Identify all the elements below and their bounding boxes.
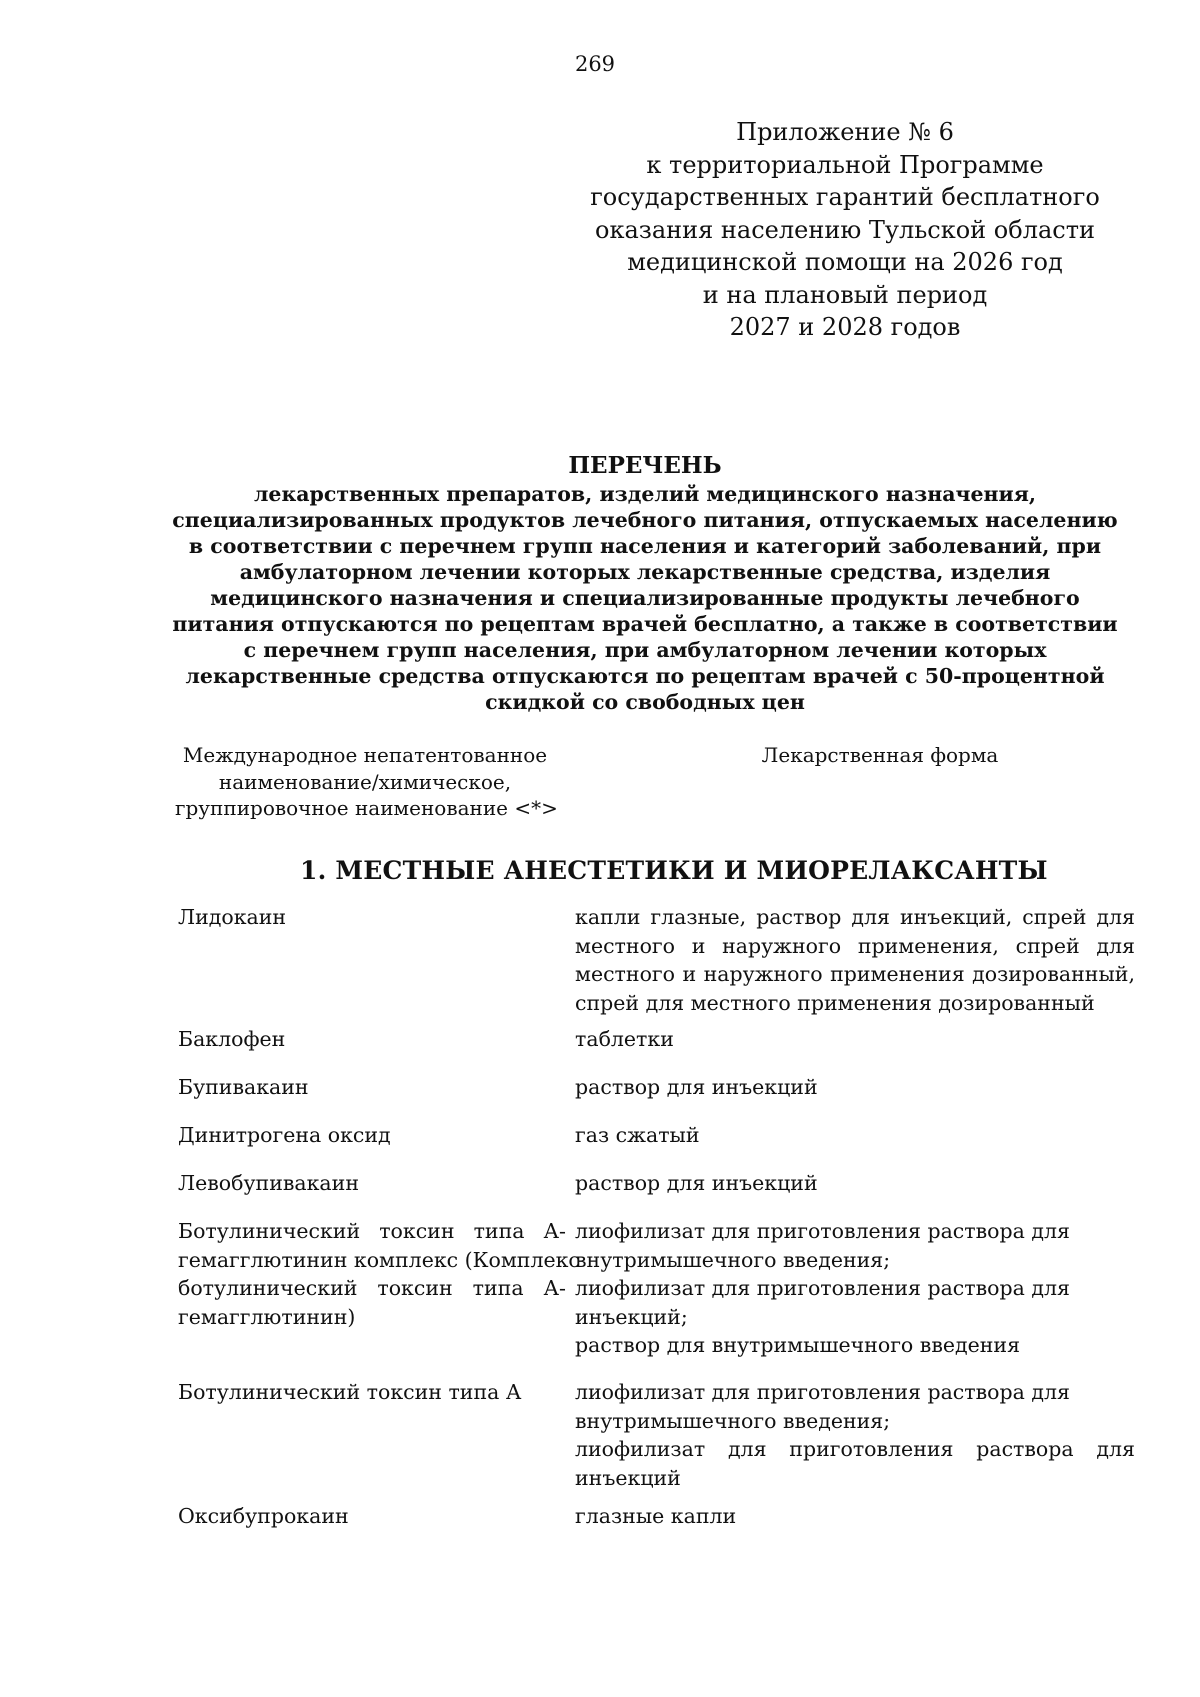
drug-form-line [575,932,1135,961]
drug-form-line: лиофилизат для приготовления раствора для [575,1380,1070,1404]
appendix-line: оказания населению Тульской области [595,215,1095,244]
subtitle-line: специализированных продуктов лечебного питания, отпускаемых населению [172,508,1118,532]
subtitle-line: лекарственные средства отпускаются по рецептам врачей с 50-процентной [185,664,1105,688]
word: дозированный, [972,962,1135,986]
word: типа [472,1276,524,1300]
column-header-name [175,742,558,822]
document-title-block [170,452,1120,715]
appendix-header [585,116,1105,344]
appendix-line: государственных гарантий бесплатного [590,183,1100,211]
subtitle-line: в соответствии с перечнем групп населения и категорий заболеваний, при [188,534,1102,558]
drug-form-line: лиофилизат для приготовления раствора для [575,1219,1070,1243]
drug-name-line [178,1217,566,1246]
drug-name-line: Ботулинический токсин типа А [178,1380,522,1404]
drug-name [178,1121,566,1150]
drug-form-line: лиофилизат для приготовления раствора для [575,1276,1070,1300]
drug-name [178,1073,566,1102]
drug-form-line [575,1435,1135,1464]
section-heading: 1. МЕСТНЫЕ АНЕСТЕТИКИ И МИОРЕЛАКСАНТЫ [300,856,1048,885]
drug-name [178,1378,566,1407]
word: раствора [976,1437,1074,1461]
drug-name-line: гемагглютинин комплекс (Комплекс [178,1247,580,1272]
drug-form-line: газ сжатый [575,1123,700,1147]
word: для [851,905,890,929]
column-header-line: наименование/химическое, [218,769,512,794]
drug-name-line: Динитрогена оксид [178,1123,391,1147]
word: для [1096,933,1135,958]
column-header-line: Международное непатентованное [182,743,548,767]
word: Ботулинический [178,1219,361,1243]
word: А- [543,1219,566,1243]
drug-form [575,1169,1135,1198]
appendix-line: 2027 и 2028 годов [729,313,961,341]
word: А- [543,1276,566,1300]
drug-form-line: раствор для внутримышечного введения [575,1333,1021,1357]
word: наружного [722,933,842,958]
word: спрей [1022,905,1087,929]
drug-form-line: внутримышечного введения; [575,1408,891,1433]
word: спрей [1015,933,1080,958]
drug-name [178,1502,566,1531]
drug-form-line: раствор для инъекций [575,1075,818,1099]
subtitle-line: медицинского назначения и специализированные продукты лечебного [210,586,1080,610]
word: и [691,933,706,958]
subtitle-line: лекарственных препаратов, изделий медицинского назначения, [253,482,1037,506]
appendix-line: Приложение № 6 [736,118,954,146]
drug-name [178,1169,566,1198]
subtitle-line: с перечнем групп населения, при амбулаторном лечении которых [243,638,1047,662]
drug-name-line: Бупивакаин [178,1075,309,1099]
drug-name [178,903,566,932]
word: и [682,962,697,986]
drug-form [575,903,1135,1017]
drug-name-line: Левобупивакаин [178,1171,359,1195]
appendix-line: к территориальной Программе [646,150,1044,179]
word: применения [830,962,965,986]
drug-name-line: Баклофен [178,1027,286,1051]
drug-name-line: Оксибупрокаин [178,1504,349,1528]
drug-form-line: внутримышечного введения; [575,1247,891,1272]
drug-name-line: гемагглютинин) [178,1304,356,1329]
word: наружного [703,962,823,986]
appendix-line: и на плановый период [702,280,988,309]
drug-name [178,1025,566,1054]
word: глазные, [650,905,747,929]
drug-form-line: инъекций; [575,1304,688,1329]
drug-name-line: Лидокаин [178,905,287,929]
subtitle-line: скидкой со свободных цен [485,690,805,714]
drug-form-line [575,960,1135,989]
subtitle-line: амбулаторном лечении которых лекарственные средства, изделия [239,560,1051,584]
drug-form [575,1121,1135,1150]
column-header-line: группировочное наименование <*> [175,796,558,820]
word: инъекций, [899,905,1013,929]
drug-form-line: таблетки [575,1027,674,1051]
word: приготовления [789,1437,954,1461]
drug-name-line [178,1274,566,1303]
drug-form-line: инъекций [575,1465,681,1490]
document-subtitle [170,481,1120,715]
drug-form [575,1217,1135,1360]
word: лиофилизат [575,1437,706,1461]
drug-form [575,1073,1135,1102]
drug-name [178,1217,580,1331]
word: ботулинический [178,1276,358,1300]
word: капли [575,905,641,929]
drug-form-line: спрей для местного применения дозированный [575,990,1095,1015]
drug-form-line: раствор для инъекций [575,1171,818,1195]
word: для [727,1437,767,1461]
column-header-form: Лекарственная форма [761,743,999,767]
word: местного [575,962,675,986]
document-title: ПЕРЕЧЕНЬ [568,452,722,479]
word: применения, [857,933,999,958]
word: раствор [756,905,842,929]
drug-form [575,1502,1135,1531]
drug-form-line [575,903,1135,932]
word: токсин [379,1219,455,1243]
drug-form-line: глазные капли [575,1504,737,1528]
word: для [1096,1437,1135,1461]
drug-form [575,1378,1135,1492]
drug-form [575,1025,1135,1054]
word: местного [575,933,675,958]
page-number: 269 [574,52,616,76]
word: типа [473,1219,525,1243]
appendix-line: медицинской помощи на 2026 год [627,248,1063,276]
word: для [1096,905,1135,929]
word: токсин [377,1276,453,1300]
subtitle-line: питания отпускаются по рецептам врачей бесплатно, а также в соответствии [172,612,1118,636]
